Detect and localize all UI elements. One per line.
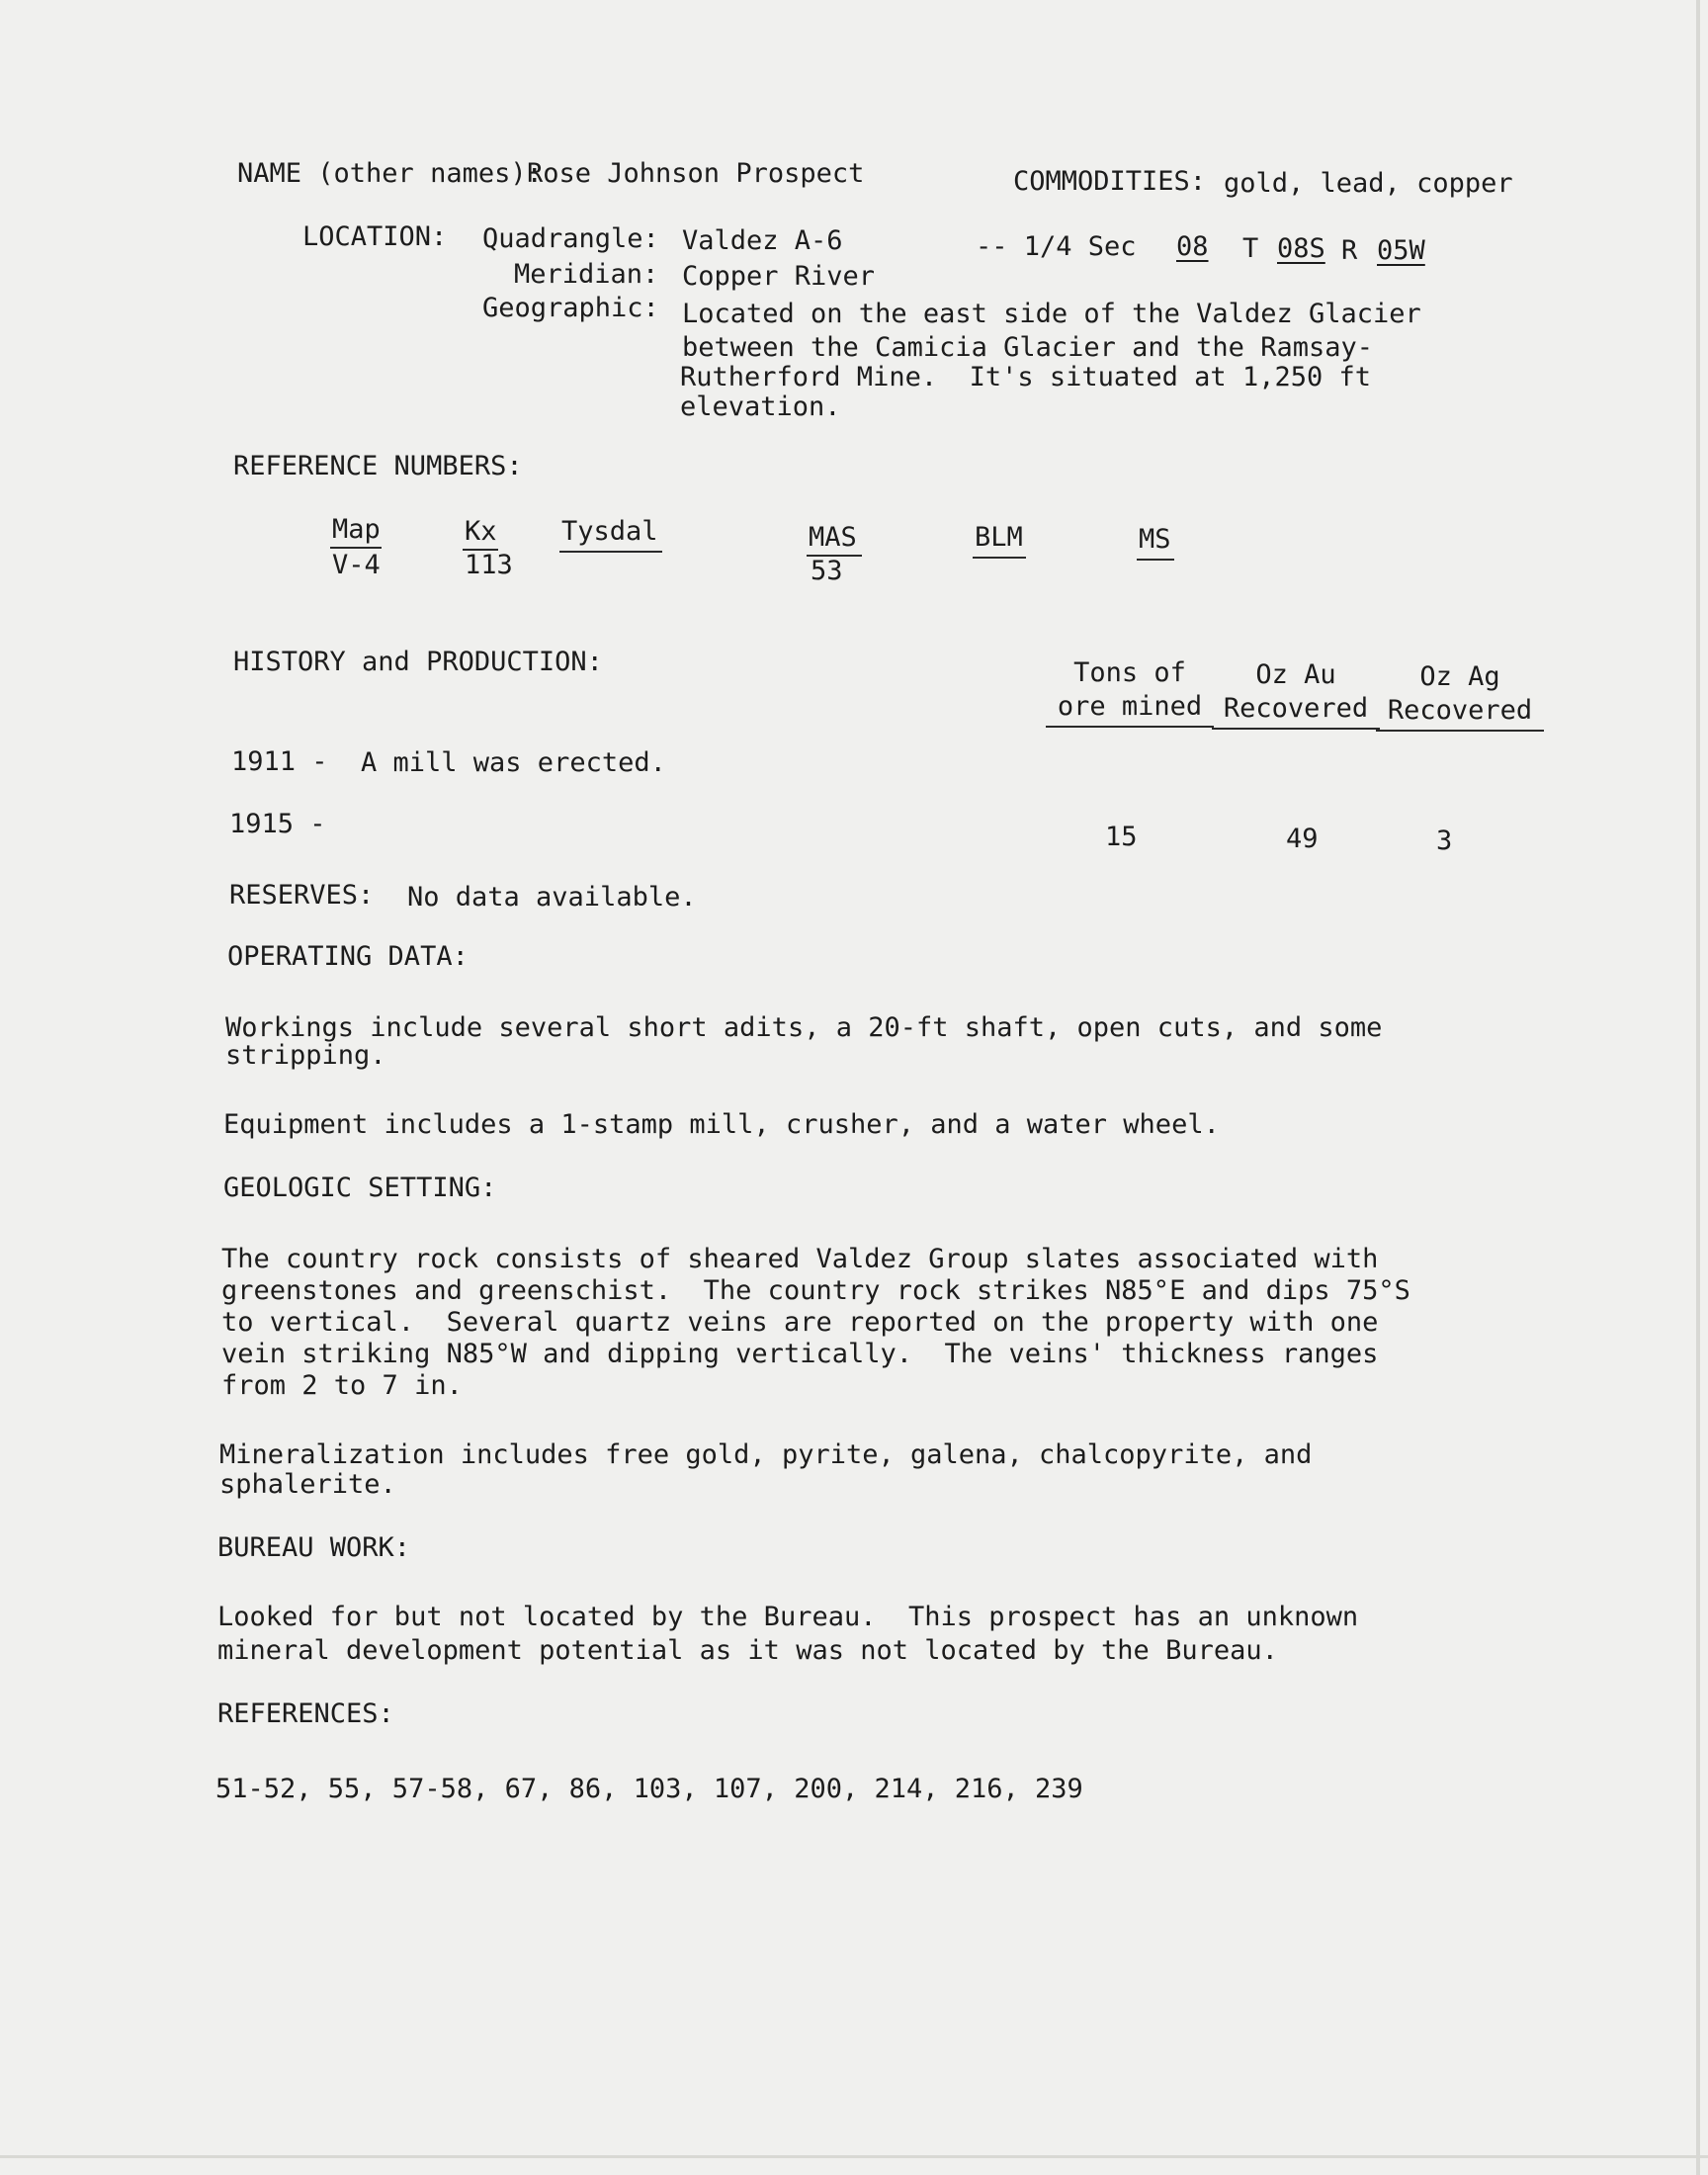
history-row-2-tons: 15 — [1105, 822, 1138, 852]
geographic-label: Geographic: — [482, 293, 659, 323]
col-ag-line2: Recovered — [1376, 694, 1544, 732]
section-prefix: -- 1/4 Sec — [976, 231, 1137, 262]
geographic-line-4: elevation. — [680, 392, 841, 422]
ref-mas-head: MAS — [809, 522, 857, 553]
ref-map-value: V-4 — [332, 550, 381, 580]
bureau-label: BUREAU WORK: — [217, 1532, 411, 1563]
quadrangle-value: Valdez A-6 — [682, 225, 843, 256]
ref-map-rule — [330, 547, 382, 549]
quadrangle-label: Quadrangle: — [482, 223, 659, 254]
ref-tysdal-rule — [559, 551, 662, 553]
ref-ms-rule — [1137, 559, 1174, 561]
scan-edge-bottom — [0, 2155, 1708, 2158]
col-tons-line1: Tons of — [1073, 657, 1186, 688]
operating-para1-line1: Workings include several short adits, a 20-ft shaft, open cuts, and some — [225, 1012, 1383, 1043]
reserves-value: No data available. — [407, 882, 697, 913]
commodities-label: COMMODITIES: — [1013, 166, 1207, 197]
history-row-1-year: 1911 - — [231, 746, 328, 777]
operating-label: OPERATING DATA: — [227, 941, 469, 972]
history-row-2-ag: 3 — [1436, 826, 1453, 856]
geologic-para1-line2: greenstones and greenschist. The country rock strikes N85°E and dips 75°S — [221, 1275, 1410, 1306]
col-au-header — [1212, 658, 1380, 730]
reserves-label: RESERVES: — [229, 880, 375, 911]
ref-blm-head: BLM — [975, 522, 1023, 553]
ref-map-head: Map — [332, 514, 381, 545]
geologic-para1-line5: from 2 to 7 in. — [221, 1370, 463, 1401]
geologic-para2-line1: Mineralization includes free gold, pyrite, galena, chalcopyrite, and — [219, 1439, 1313, 1470]
operating-para2: Equipment includes a 1-stamp mill, crusher, and a water wheel. — [223, 1109, 1220, 1140]
ref-ms-head: MS — [1139, 524, 1171, 555]
geographic-line-3: Rutherford Mine. It's situated at 1,250 ft — [680, 362, 1371, 392]
bureau-para-line1: Looked for but not located by the Bureau. This prospect has an unknown — [217, 1602, 1359, 1632]
location-label: LOCATION: — [302, 221, 448, 252]
history-row-2-au: 49 — [1286, 824, 1319, 854]
scan-edge-right — [1696, 0, 1700, 2175]
meridian-value: Copper River — [682, 261, 876, 292]
township-value: 08S — [1277, 233, 1325, 264]
col-ag-line1: Oz Ag — [1419, 661, 1500, 692]
ref-tysdal-head: Tysdal — [561, 516, 658, 547]
range-label: R — [1341, 235, 1358, 266]
name-label: NAME (other names): — [237, 158, 543, 189]
ref-kx-value: 113 — [465, 550, 513, 580]
bureau-para-line2: mineral development potential as it was not located by the Bureau. — [217, 1635, 1278, 1666]
reference-numbers-label: REFERENCE NUMBERS: — [233, 451, 523, 481]
name-value: Rose Johnson Prospect — [527, 158, 865, 189]
commodities-value: gold, lead, copper — [1224, 168, 1513, 199]
references-value: 51-52, 55, 57-58, 67, 86, 103, 107, 200, 214, 216, 239 — [215, 1774, 1083, 1804]
geologic-para1-line1: The country rock consists of sheared Valdez Group slates associated with — [221, 1244, 1379, 1274]
col-tons-line2: ore mined — [1046, 690, 1214, 728]
references-label: REFERENCES: — [217, 1698, 394, 1729]
meridian-label: Meridian: — [514, 259, 659, 290]
range-value: 05W — [1377, 235, 1425, 266]
history-row-2-year: 1915 - — [229, 809, 326, 839]
history-label: HISTORY and PRODUCTION: — [233, 647, 603, 677]
col-tons-header — [1046, 656, 1214, 728]
ref-mas-value: 53 — [811, 556, 843, 586]
geologic-para2-line2: sphalerite. — [219, 1469, 396, 1500]
geographic-line-1: Located on the east side of the Valdez Glacier — [682, 299, 1421, 329]
township-label: T — [1242, 233, 1259, 264]
section-value: 08 — [1176, 231, 1209, 262]
ref-kx-head: Kx — [465, 516, 497, 547]
ref-blm-rule — [973, 557, 1026, 559]
operating-para1-line2: stripping. — [225, 1040, 386, 1071]
geologic-label: GEOLOGIC SETTING: — [223, 1173, 497, 1203]
col-au-line2: Recovered — [1212, 692, 1380, 730]
geologic-para1-line3: to vertical. Several quartz veins are reported on the property with one — [221, 1307, 1379, 1338]
col-au-line1: Oz Au — [1255, 659, 1336, 690]
geologic-para1-line4: vein striking N85°W and dipping vertically. The veins' thickness ranges — [221, 1339, 1379, 1369]
history-row-1-text: A mill was erected. — [361, 747, 666, 778]
col-ag-header — [1376, 660, 1544, 732]
geographic-line-2: between the Camicia Glacier and the Ramsay- — [682, 332, 1373, 363]
